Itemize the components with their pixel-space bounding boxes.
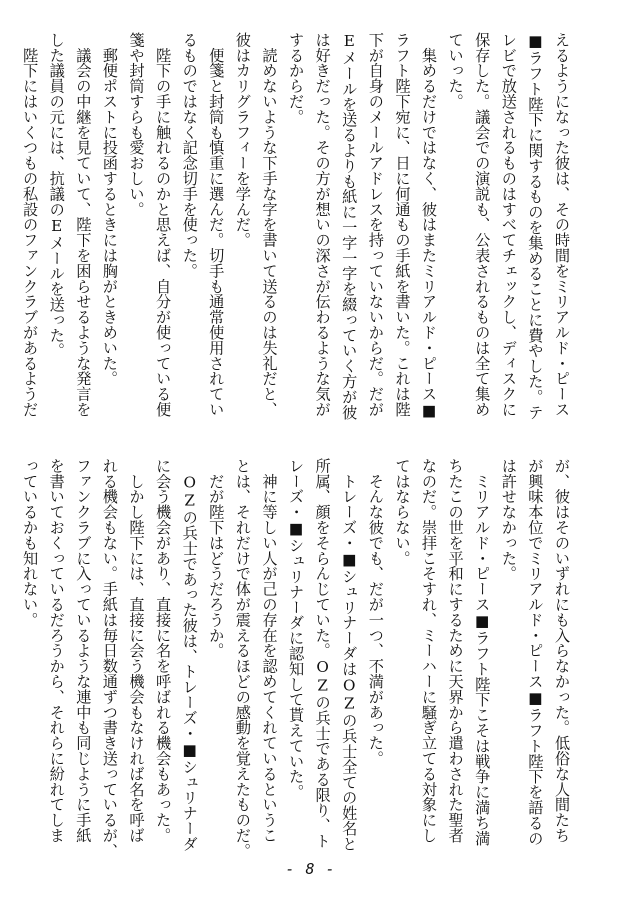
text-line: てはならない。 [393, 458, 412, 566]
text-line: っているかも知れない。 [21, 458, 40, 628]
text-line: が興味本位でミリアルド・ピース■ラフト陛下を語るの [526, 458, 545, 846]
text-line: ていった。 [446, 32, 465, 109]
text-line: が、彼はそのいずれにも入らなかった。低俗な人間たち [553, 458, 571, 843]
text-line: 所属、顔をそらんじていた。OZの兵士である限り、ト [313, 458, 332, 849]
upper-text-block [21, 32, 575, 420]
text-line: するからだ。 [287, 32, 306, 125]
text-line: に会う機会があり、直接に名を呼ばれる機会もあった。 [154, 458, 173, 843]
text-line: 便箋と封筒も慎重に選んだ。切手も通常使用されてい [207, 32, 226, 417]
page-number: - 8 - [285, 860, 336, 878]
text-line: ミリアルド・ピース■ラフト陛下こそは戦争に満ち満 [473, 458, 492, 846]
text-line: は許せなかった。 [499, 458, 518, 582]
text-line: るものではなく記念切手を使った。 [180, 32, 199, 279]
text-line: レビで放送されるものはすべてチェックし、ディスクに [499, 32, 518, 417]
text-line: OZの兵士であった彼は、トレーズ・■シュリナーダ [180, 458, 199, 852]
text-line: 郵便ポストに投函するときには胸がときめいた。 [100, 32, 119, 387]
text-line: 集めるだけではなく、彼はまたミリアルド・ピース■ [420, 32, 439, 420]
text-line: 読めないような下手な字を書いて送るのは失礼だと、 [260, 32, 279, 417]
text-line: ちたこの世を平和にするために天界から遣わされた聖者 [446, 458, 465, 843]
text-line: そんな彼でも、だが一つ、不満があった。 [366, 458, 385, 766]
text-line: 陛下の手に触れるのかと思えば、自分が使っている便 [154, 32, 173, 417]
text-line: 下が自身のメールアドレスを持っていないからだ。だが [366, 32, 385, 417]
text-line: ファンクラブに入っているような連中も同じように手紙 [74, 458, 93, 843]
text-line: 議会の中継を見ていて、陛下を困らせるような発言を [74, 32, 93, 417]
text-line: 保存した。議会での演説も、公表されるものは全て集め [473, 32, 492, 417]
text-line: を書いておくっているだろうから、それらに紛れてしま [47, 458, 66, 843]
text-line: とは、それだけで体が震えるほどの感動を覚えたものだ。 [233, 458, 252, 859]
text-line: しかし陛下には、直接に会う機会もなければ名を呼ば [127, 458, 146, 843]
text-line: なのだ。崇拝こそすれ、ミーハーに騒ぎ立てる対象にし [420, 458, 439, 843]
text-line: れる機会もない。手紙は毎日数通ずつ書き送っているが、 [100, 458, 119, 859]
text-line: 神に等しい人が己の存在を認めてくれているというこ [260, 458, 279, 843]
text-line: 箋や封筒すらも愛おしい。 [127, 32, 146, 217]
text-line: 陛下にはいくつもの私設のファンクラブがあるようだ [21, 32, 40, 417]
text-line: ■ラフト陛下に関するものを集めることに費やした。テ [526, 32, 545, 420]
text-line: した議員の元には、抗議のEメールを送った。 [47, 32, 66, 359]
lower-text-block [21, 458, 575, 859]
text-line: ラフト陛下宛に、日に何通もの手紙を書いた。これは陛 [393, 32, 412, 417]
text-line: えるようになった彼は、その時間をミリアルド・ピース [553, 32, 571, 417]
text-line: だが陛下はどうだろうか。 [207, 458, 226, 659]
text-line: 彼はカリグラフィーを学んだ。 [233, 32, 252, 248]
text-line: は好きだった。その方が想いの深さが伝わるような気が [313, 32, 332, 417]
text-line: トレーズ・■シュリナーダはOZの兵士全ての姓名と [340, 458, 359, 852]
text-line: Eメールを送るよりも紙に一字一字を綴っていく方が彼 [340, 32, 359, 420]
text-line: レーズ・■シュリナーダに認知して貰えていた。 [287, 458, 306, 800]
